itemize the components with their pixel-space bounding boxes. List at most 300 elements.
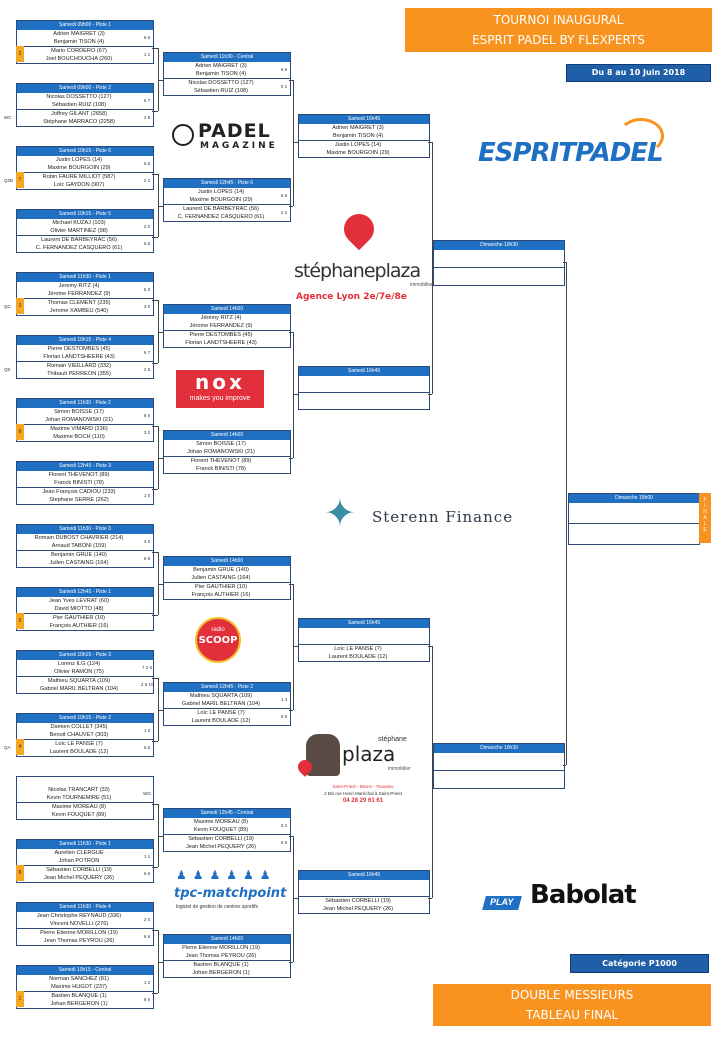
plaza-pin-icon bbox=[338, 208, 380, 250]
seed-badge: 8 bbox=[16, 865, 24, 881]
tpc-matchpoint-logo bbox=[170, 868, 285, 914]
player-name: Florent THEVENOT (89) bbox=[48, 472, 110, 478]
player-name: Sébastien CORBELLI (19) bbox=[325, 898, 391, 904]
set-score: 6 6 bbox=[143, 997, 151, 1002]
player-name: Thibault PERREON (355) bbox=[47, 371, 111, 377]
team-slot bbox=[17, 156, 153, 172]
bracket-line bbox=[289, 710, 293, 711]
match-header: Dimanche 10h30 bbox=[434, 241, 564, 250]
tpc-name: tpc-matchpoint bbox=[174, 886, 287, 901]
qualifier-tag: Q8 bbox=[4, 367, 11, 372]
player-name: Laurent DE BARBEYRAC (56) bbox=[41, 237, 117, 243]
set-score: 6 6 bbox=[143, 871, 151, 876]
plaza2-sub: immobilier bbox=[388, 766, 411, 772]
set-score: 2 5 bbox=[143, 367, 151, 372]
qualifier-tag: Q2B bbox=[4, 178, 14, 183]
match-box bbox=[16, 524, 154, 568]
player-name: Sébastien CORBELLI (19) bbox=[188, 836, 254, 842]
player-name: Franck BINISTI (78) bbox=[196, 466, 246, 472]
seed-badge: 1 bbox=[16, 991, 24, 1007]
nox-logo bbox=[176, 370, 264, 408]
player-name: Benjamin TISON (4) bbox=[332, 133, 384, 139]
player-name: Adrien MAIGRET (3) bbox=[53, 31, 105, 37]
player-name: François AUTHIER (16) bbox=[191, 592, 251, 598]
draw-type-line1: DOUBLE MESSIEURS bbox=[510, 988, 634, 1002]
bracket-line bbox=[152, 993, 158, 994]
team-slot bbox=[17, 928, 153, 945]
player-name: Justin LOPES (14) bbox=[197, 189, 245, 195]
bracket-line bbox=[158, 332, 163, 333]
player-name: Johan POTRON bbox=[58, 858, 100, 864]
match-box bbox=[163, 304, 291, 348]
player-name: Benjamin TISON (4) bbox=[53, 39, 105, 45]
set-score: 6 6 bbox=[143, 413, 151, 418]
player-name: Arnaud TABONI (159) bbox=[51, 543, 107, 549]
player-name: Pier GAUTHIER (10) bbox=[195, 584, 247, 590]
player-name: Jean Thomas PEYROU (26) bbox=[43, 938, 115, 944]
set-score: 6 7 bbox=[143, 98, 151, 103]
match-header: Dimanche 15h00 bbox=[569, 494, 699, 503]
player-name: Nicolas DOSSETTO (127) bbox=[188, 80, 254, 86]
team-slot bbox=[17, 219, 153, 235]
set-score: 1 0 bbox=[143, 493, 151, 498]
sterenn-finance-logo bbox=[320, 494, 530, 538]
match-box bbox=[16, 20, 154, 64]
player-name: Johan ROMANOWSKI (21) bbox=[45, 417, 113, 423]
match-box bbox=[163, 556, 291, 600]
nox-name: nox bbox=[195, 370, 245, 394]
bracket-line bbox=[428, 898, 432, 899]
set-score: 3 2 bbox=[143, 430, 151, 435]
player-name: Justin LOPES (14) bbox=[334, 142, 382, 148]
match-box bbox=[16, 461, 154, 505]
match-header: Samedi 10h15 - Piste 3 bbox=[17, 651, 153, 660]
team-slot bbox=[17, 802, 153, 819]
set-score: 6 6 bbox=[280, 714, 288, 719]
player-name: Loïc LE PANSE (7) bbox=[334, 646, 382, 652]
team-slot bbox=[164, 456, 290, 473]
plaza2-phone: 04 28 29 61 61 bbox=[342, 798, 384, 804]
match-header: Dimanche 10h30 bbox=[434, 744, 564, 753]
draw-type-banner bbox=[433, 984, 711, 1026]
bracket-line bbox=[289, 458, 293, 459]
seed-badge: 3 bbox=[16, 298, 24, 314]
bracket-line bbox=[293, 394, 298, 395]
player-name: Maxime BOURGOIN (29) bbox=[47, 165, 111, 171]
team-slot bbox=[164, 330, 290, 347]
match-box bbox=[16, 965, 154, 1009]
match-header: Samedi 14h00 bbox=[164, 557, 290, 566]
player-name: Olivier MARTINEZ (98) bbox=[50, 228, 108, 234]
team-slot bbox=[164, 314, 290, 330]
match-box bbox=[16, 713, 154, 757]
bracket-line bbox=[293, 332, 294, 458]
plaza2-address1: Saint-Priest - Mions - Toussieu bbox=[332, 784, 394, 789]
player-name: Gabriel MARIL BELTRAN (104) bbox=[181, 701, 261, 707]
plaza-agency: Agence Lyon 2e/7e/8e bbox=[296, 292, 407, 302]
bracket-line bbox=[152, 237, 158, 238]
player-name: Jean Thomas PEYROU (26) bbox=[185, 953, 257, 959]
player-name: Joel BOUCHOUCHA (260) bbox=[45, 56, 113, 62]
player-name: Florent THEVENOT (89) bbox=[190, 458, 252, 464]
player-name: Jean Michel PEQUERY (26) bbox=[322, 906, 394, 912]
match-header: Samedi 14h00 bbox=[164, 935, 290, 944]
seed-badge: 6 bbox=[16, 424, 24, 440]
set-score: 4 2 bbox=[143, 539, 151, 544]
match-header: Samedi 12h45 - Piste 2 bbox=[164, 683, 290, 692]
team-slot bbox=[17, 739, 153, 756]
bracket-line bbox=[289, 206, 293, 207]
match-header: Samedi 11h30 - Piste 3 bbox=[17, 525, 153, 534]
match-header: Samedi 12h45 - Piste 1 bbox=[17, 588, 153, 597]
player-name: Benjamin GRUE (140) bbox=[51, 552, 107, 558]
bracket-line bbox=[158, 584, 163, 585]
set-score: 6 6 bbox=[143, 241, 151, 246]
team-slot bbox=[17, 975, 153, 991]
seed-badge: 5 bbox=[16, 613, 24, 629]
match-header: Samedi 12h45 - Piste 6 bbox=[164, 179, 290, 188]
player-name: Gabriel MARIL BELTRAN (104) bbox=[39, 686, 119, 692]
tpc-sub: logiciel de gestion de centres sportifs bbox=[176, 904, 258, 910]
team-slot bbox=[164, 188, 290, 204]
player-name: Benoit CHAUVET (303) bbox=[49, 732, 109, 738]
team-slot bbox=[164, 566, 290, 582]
plaza2-address2: 2 Bis rue Henri Maréchal à Saint-Priest bbox=[324, 791, 402, 796]
match-header: Samedi 16h45 bbox=[299, 871, 429, 880]
match-box bbox=[163, 682, 291, 726]
finale-letter: N bbox=[703, 509, 707, 515]
team-slot bbox=[164, 960, 290, 977]
seed-badge: 7 bbox=[16, 172, 24, 188]
team-slot bbox=[164, 62, 290, 78]
bracket-line bbox=[152, 363, 158, 364]
match-header: Samedi 14h00 bbox=[164, 305, 290, 314]
player-name: Maxime MOREAU (8) bbox=[193, 819, 249, 825]
team-slot bbox=[17, 298, 153, 315]
team-slot bbox=[17, 30, 153, 46]
set-score: 2 2 bbox=[143, 178, 151, 183]
seed-badge: 4 bbox=[16, 739, 24, 755]
finale-letter: A bbox=[703, 515, 707, 521]
match-header: Samedi 12h45 - Piste 3 bbox=[17, 462, 153, 471]
set-score: 2 0 bbox=[143, 224, 151, 229]
padel-magazine-logo bbox=[170, 118, 280, 154]
team-slot bbox=[164, 834, 290, 851]
match-header: Samedi 10h15 - Central bbox=[17, 966, 153, 975]
team-divider bbox=[569, 523, 699, 524]
player-name: Loïc GAYDON (907) bbox=[53, 182, 105, 188]
player-name: Adrien MAIGRET (3) bbox=[195, 63, 247, 69]
player-name: Loïc LE PANSE (7) bbox=[55, 741, 103, 747]
player-name: Adrien MAIGRET (3) bbox=[332, 125, 384, 131]
player-name: Sébastien CORBELLI (19) bbox=[46, 867, 112, 873]
bracket-line bbox=[152, 615, 158, 616]
team-slot bbox=[17, 282, 153, 298]
bracket-line bbox=[563, 765, 566, 766]
bracket-line bbox=[158, 206, 163, 207]
player-name: Nicolas DOSSETTO (127) bbox=[46, 94, 112, 100]
team-divider bbox=[434, 770, 564, 771]
set-score: 6 6 bbox=[280, 67, 288, 72]
player-name: Jean Christophe REYNAUD (336) bbox=[36, 913, 122, 919]
bracket-line bbox=[152, 741, 158, 742]
draw-type-line2: TABLEAU FINAL bbox=[525, 1008, 619, 1022]
match-box bbox=[16, 587, 154, 631]
player-name: Aurelien CLERGUE bbox=[54, 850, 104, 856]
team-slot bbox=[17, 471, 153, 487]
match-box bbox=[16, 398, 154, 442]
player-name: Sébastien RUIZ (108) bbox=[51, 102, 107, 108]
player-name: Laurent BOULADE (12) bbox=[49, 749, 109, 755]
match-box bbox=[298, 114, 430, 158]
match-box bbox=[16, 83, 154, 127]
match-box bbox=[16, 146, 154, 190]
player-name: Julien CASTAING (164) bbox=[191, 575, 251, 581]
tournament-title-line1: TOURNOI INAUGURAL bbox=[493, 13, 624, 27]
set-score: 1 4 bbox=[280, 697, 288, 702]
player-name: Maxime BOURGOIN (29) bbox=[326, 150, 390, 156]
bracket-line bbox=[293, 142, 298, 143]
player-name: Pier GAUTHIER (10) bbox=[53, 615, 105, 621]
player-name: Johan ROMANOWSKI (21) bbox=[187, 449, 255, 455]
match-header: Samedi 14h00 bbox=[164, 431, 290, 440]
scoop-line2: SCOOP bbox=[198, 635, 238, 646]
finale-letter: E bbox=[703, 527, 707, 533]
bracket-line bbox=[428, 394, 432, 395]
bracket-line bbox=[158, 458, 163, 459]
player-name: Simon BOISSE (17) bbox=[196, 441, 246, 447]
player-name: Pierre Etienne MORILLON (19) bbox=[182, 945, 260, 951]
player-name: Johan BERGERON (1) bbox=[50, 1001, 108, 1007]
player-name: Nicolas TRANCART (33) bbox=[48, 787, 110, 793]
player-name: Stephane SERRE (262) bbox=[49, 497, 109, 503]
team-slot bbox=[164, 582, 290, 599]
radio-scoop-logo bbox=[193, 615, 243, 661]
match-header: Samedi 11h30 - Piste 1 bbox=[17, 273, 153, 282]
bracket-line bbox=[293, 898, 298, 899]
team-slot bbox=[164, 78, 290, 95]
team-slot bbox=[17, 550, 153, 567]
team-slot bbox=[299, 644, 429, 661]
team-slot bbox=[164, 440, 290, 456]
player-name: Franck BINISTI (78) bbox=[54, 480, 104, 486]
player-name: Loïc LE PANSE (7) bbox=[197, 710, 245, 716]
player-name: Michael KUZAJ (103) bbox=[52, 220, 106, 226]
team-slot bbox=[17, 534, 153, 550]
team-slot bbox=[17, 849, 153, 865]
player-name: Laurent BOULADE (12) bbox=[328, 654, 388, 660]
match-header: Samedi 11h30 - Piste 1 bbox=[17, 840, 153, 849]
team-slot bbox=[17, 172, 153, 189]
match-header: Samedi 10h15 - Piste 4 bbox=[17, 336, 153, 345]
set-score: 1 2 bbox=[143, 980, 151, 985]
set-score: 6 3 bbox=[143, 287, 151, 292]
player-name: Lorenz ILG (124) bbox=[57, 661, 101, 667]
set-score: 1 2 bbox=[143, 728, 151, 733]
team-slot bbox=[299, 880, 429, 896]
match-box bbox=[16, 335, 154, 379]
player-name: Bastien BLANQUE (1) bbox=[193, 962, 249, 968]
team-slot bbox=[164, 944, 290, 960]
team-slot bbox=[17, 46, 153, 63]
set-score: 1 1 bbox=[143, 52, 151, 57]
finale-tag bbox=[699, 493, 711, 543]
set-score: 6 6 bbox=[143, 161, 151, 166]
player-name: Kevin FOUQUET (89) bbox=[193, 827, 249, 833]
match-box bbox=[163, 430, 291, 474]
set-score: 2 6 10 bbox=[141, 682, 154, 687]
player-name: Romain VIEILLARD (332) bbox=[46, 363, 112, 369]
team-slot bbox=[299, 896, 429, 913]
player-name: Laurent DE BARBEYRAC (56) bbox=[183, 206, 259, 212]
set-score: 3 2 bbox=[280, 823, 288, 828]
match-header: Samedi 11h30 - Piste 4 bbox=[17, 903, 153, 912]
match-header: Samedi 12h45 - Central bbox=[164, 809, 290, 818]
players-icon: ♟♟♟♟♟♟ bbox=[176, 868, 277, 882]
match-header: Samedi 16h45 bbox=[299, 115, 429, 124]
player-name: Jeremy RITZ (4) bbox=[58, 283, 100, 289]
player-name: Sébastien RUIZ (108) bbox=[193, 88, 249, 94]
set-score: 4 2 bbox=[280, 210, 288, 215]
player-name: François AUTHIER (16) bbox=[49, 623, 109, 629]
bracket-line bbox=[432, 646, 433, 898]
set-score: 6 6 bbox=[143, 556, 151, 561]
match-header: Samedi 16h45 bbox=[299, 619, 429, 628]
tournament-title-banner bbox=[405, 8, 712, 52]
player-name: C. FERNANDEZ CASQUERO (61) bbox=[35, 245, 123, 251]
player-name: Jean François CADIOU (233) bbox=[42, 489, 116, 495]
player-name: Romain DUBOST CHAVRIER (214) bbox=[34, 535, 124, 541]
player-name: Jerome XAMBEU (540) bbox=[49, 308, 109, 314]
player-name: Benjamin TISON (4) bbox=[195, 71, 247, 77]
player-name: Benjamin GRUE (140) bbox=[193, 567, 249, 573]
team-slot bbox=[299, 140, 429, 157]
player-name: Florian LANDTSHEERE (43) bbox=[185, 340, 257, 346]
scoop-line1: radio bbox=[211, 627, 225, 633]
team-slot bbox=[17, 786, 153, 802]
team-slot bbox=[17, 723, 153, 739]
match-box bbox=[163, 808, 291, 852]
player-name: Bastien BLANQUE (1) bbox=[51, 993, 107, 999]
team-slot bbox=[17, 487, 153, 504]
babolat-play: PLAY bbox=[490, 897, 514, 907]
team-slot bbox=[299, 124, 429, 140]
bracket-line bbox=[158, 836, 163, 837]
team-slot bbox=[17, 613, 153, 630]
player-name: Jérome FERRANDEZ (9) bbox=[47, 291, 111, 297]
bracket-line bbox=[566, 262, 567, 765]
player-name: David MIOTTO (48) bbox=[54, 606, 104, 612]
set-score: 6 6 bbox=[143, 35, 151, 40]
bracket-line bbox=[293, 836, 294, 962]
player-name: Jean Michel PEQUERY (26) bbox=[185, 844, 257, 850]
set-score: 2 0 bbox=[143, 917, 151, 922]
set-score: 1 1 bbox=[143, 854, 151, 859]
team-slot bbox=[17, 597, 153, 613]
player-name: Robin FAURE MILLIOT (587) bbox=[42, 174, 116, 180]
player-name: Mathieu SQUARTA (109) bbox=[47, 678, 111, 684]
player-name: Thomas CLEMENT (235) bbox=[47, 300, 111, 306]
set-score: 6 7 bbox=[143, 350, 151, 355]
plaza2-top: stéphane bbox=[378, 736, 407, 743]
team-slot bbox=[17, 424, 153, 441]
padel-magazine-line2: MAGAZINE bbox=[200, 141, 278, 151]
player-name: Joffrey GILANT (2658) bbox=[50, 111, 108, 117]
seed-badge: 2 bbox=[16, 46, 24, 62]
bracket-line bbox=[158, 710, 163, 711]
bracket-line bbox=[293, 80, 294, 206]
semifinal-box bbox=[433, 743, 565, 789]
set-score: 6 6 bbox=[280, 193, 288, 198]
player-name: Pierre DESTOMBES (45) bbox=[47, 346, 111, 352]
player-name: Jérémy RITZ (4) bbox=[200, 315, 242, 321]
team-slot bbox=[17, 345, 153, 361]
player-name: Pierre DESTOMBES (45) bbox=[189, 332, 253, 338]
set-score: 6 6 bbox=[143, 745, 151, 750]
match-box bbox=[16, 776, 154, 820]
bracket-line bbox=[152, 111, 158, 112]
team-slot bbox=[299, 376, 429, 392]
team-slot bbox=[17, 865, 153, 882]
babolat-name: Babolat bbox=[530, 880, 636, 910]
player-name: Maxime HUGOT (237) bbox=[51, 984, 107, 990]
racket-icon bbox=[172, 124, 194, 146]
player-name: Pierre Etienne MORILLON (19) bbox=[40, 930, 118, 936]
team-slot bbox=[17, 912, 153, 928]
tournament-title-line2: ESPRIT PADEL BY FLEXPERTS bbox=[472, 33, 645, 47]
finale-label bbox=[699, 493, 711, 533]
team-slot bbox=[164, 692, 290, 708]
set-score: WO bbox=[143, 791, 151, 796]
semifinal-box bbox=[433, 240, 565, 286]
team-slot bbox=[164, 818, 290, 834]
match-header: Samedi 09h00 - Piste 1 bbox=[17, 21, 153, 30]
player-name: Mathieu SQUARTA (109) bbox=[189, 693, 253, 699]
match-box bbox=[163, 52, 291, 96]
team-slot bbox=[164, 708, 290, 725]
player-name: Maxime VIMARD (236) bbox=[50, 426, 108, 432]
player-name: Maxime BOCH (110) bbox=[53, 434, 105, 440]
final-box bbox=[568, 493, 700, 545]
match-header: Samedi 10h15 - Piste 2 bbox=[17, 714, 153, 723]
esprit-padel-text: ESPRITPADEL bbox=[478, 138, 663, 168]
match-header: Samedi 09h00 - Piste 2 bbox=[17, 84, 153, 93]
padel-magazine-line1: PADEL bbox=[198, 120, 271, 142]
star-icon: ✦ bbox=[324, 493, 356, 535]
player-name: Olivier RAMON (75) bbox=[54, 669, 104, 675]
finale-letter: F bbox=[703, 497, 707, 503]
team-slot bbox=[17, 361, 153, 378]
team-slot bbox=[17, 408, 153, 424]
match-box bbox=[16, 272, 154, 316]
team-divider bbox=[434, 267, 564, 268]
player-name: Simon BOISSE (17) bbox=[54, 409, 104, 415]
plaza-name: stéphaneplaza bbox=[294, 260, 421, 282]
match-header: Samedi 10h15 - Piste 6 bbox=[17, 147, 153, 156]
player-name: Damien COLLET (345) bbox=[50, 724, 108, 730]
player-name: Justin LOPES (14) bbox=[55, 157, 103, 163]
player-name: Kevin FOUQUET (89) bbox=[51, 812, 107, 818]
team-slot bbox=[164, 204, 290, 221]
qualifier-tag: WC bbox=[4, 115, 12, 120]
team-slot bbox=[17, 676, 153, 693]
team-slot bbox=[17, 991, 153, 1008]
qualifier-tag: QA bbox=[4, 745, 11, 750]
player-name: Florian LANDTSHEERE (43) bbox=[43, 354, 115, 360]
player-name: C. FERNANDEZ CASQUERO (61) bbox=[177, 214, 265, 220]
player-name: Norman SANCHEZ (81) bbox=[49, 976, 109, 982]
match-box bbox=[298, 366, 430, 410]
